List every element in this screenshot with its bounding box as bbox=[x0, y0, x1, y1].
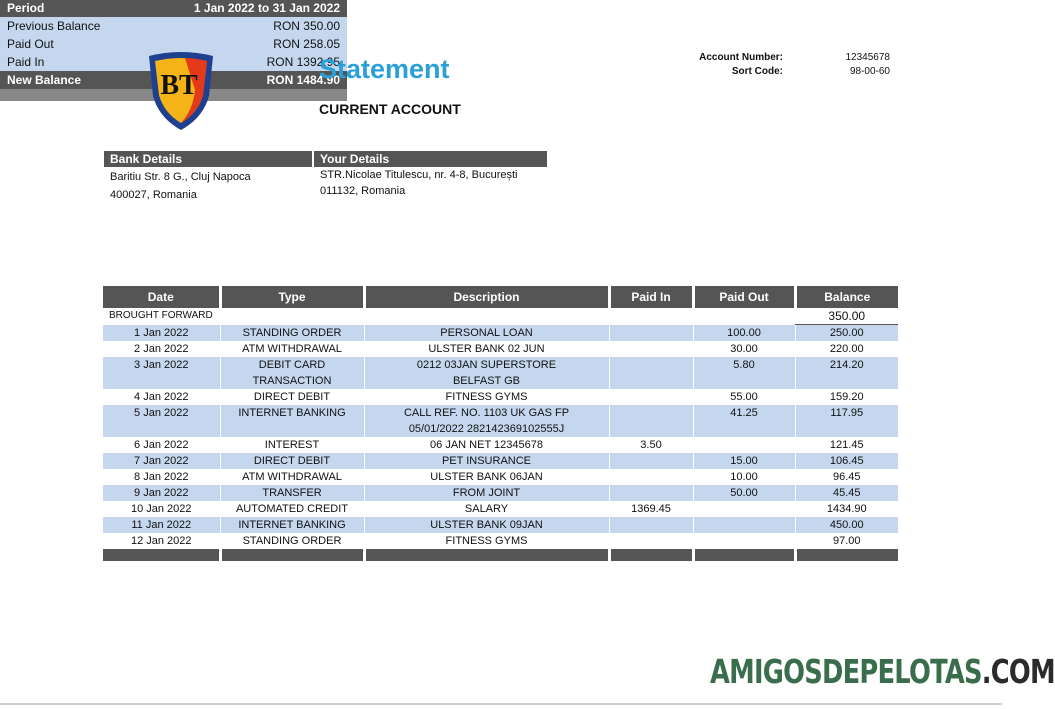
bank-address-line: Baritiu Str. 8 G., Cluj Napoca bbox=[110, 171, 251, 183]
footer-cell bbox=[364, 549, 609, 561]
cell-date: 8 Jan 2022 bbox=[134, 471, 189, 483]
summary-label: Previous Balance bbox=[7, 19, 101, 33]
cell-type bbox=[220, 341, 364, 357]
cell-date: 6 Jan 2022 bbox=[134, 439, 189, 451]
sort-code-label: Sort Code: bbox=[731, 66, 783, 77]
watermark-text bbox=[710, 652, 1055, 691]
table-row bbox=[103, 501, 898, 517]
cell-paid-out: 100.00 bbox=[693, 325, 795, 342]
cell-paid-out: 41.25 bbox=[693, 405, 795, 437]
cell-date: 11 Jan 2022 bbox=[103, 517, 220, 533]
summary-value: RON 350.00 bbox=[273, 19, 340, 33]
cell-paid-out: 50.00 bbox=[693, 485, 795, 501]
cell-date: 2 Jan 2022 bbox=[134, 343, 189, 355]
cell-date: 3 Jan 2022 bbox=[103, 357, 220, 389]
logo-text: BT bbox=[160, 70, 198, 101]
cell-description bbox=[364, 517, 609, 533]
empty-cell bbox=[693, 308, 795, 325]
empty-cell bbox=[609, 308, 693, 325]
empty-cell bbox=[364, 308, 609, 325]
cell-description bbox=[364, 405, 609, 437]
cell-type-line: AUTOMATED CREDIT bbox=[235, 503, 349, 515]
cell-date: 1 Jan 2022 bbox=[103, 325, 220, 342]
cell-type bbox=[220, 469, 364, 485]
table-row bbox=[103, 469, 898, 485]
period-label: Period bbox=[7, 1, 45, 15]
your-details-heading: Your Details bbox=[314, 151, 547, 167]
cell-description-line: ULSTER BANK 06JAN bbox=[430, 471, 543, 483]
cell-balance: 106.45 bbox=[795, 453, 898, 469]
cell-type-line: ATM WITHDRAWAL bbox=[242, 343, 342, 355]
cell-type bbox=[220, 389, 364, 405]
watermark-suffix: .COM bbox=[981, 652, 1055, 691]
cell-type-line: STANDING ORDER bbox=[242, 326, 342, 339]
cell-balance: 117.95 bbox=[795, 405, 898, 437]
cell-paid-in: 1369.45 bbox=[609, 501, 693, 517]
cell-balance: 97.00 bbox=[795, 533, 898, 549]
cell-description-line: ULSTER BANK 09JAN bbox=[430, 519, 543, 531]
footer-cell bbox=[693, 549, 795, 561]
cell-balance: 159.20 bbox=[795, 389, 898, 405]
cell-type bbox=[220, 325, 364, 342]
account-number-label: Account Number: bbox=[699, 52, 783, 63]
new-balance-label: New Balance bbox=[7, 73, 82, 87]
sort-code-value: 98-00-60 bbox=[849, 66, 890, 77]
cell-paid-in bbox=[609, 389, 693, 405]
cell-type-line: ATM WITHDRAWAL bbox=[242, 471, 342, 483]
col-header-paid-in: Paid In bbox=[609, 286, 693, 308]
bank-details-heading: Bank Details bbox=[104, 151, 312, 167]
table-row bbox=[103, 325, 898, 342]
account-type: CURRENT ACCOUNT bbox=[319, 101, 461, 117]
cell-paid-out: 15.00 bbox=[693, 453, 795, 469]
cell-type-line: DEBIT CARD bbox=[258, 359, 326, 371]
cell-description bbox=[364, 485, 609, 501]
table-row bbox=[103, 533, 898, 549]
cell-date: 5 Jan 2022 bbox=[103, 405, 220, 437]
cell-date: 7 Jan 2022 bbox=[103, 453, 220, 469]
cell-paid-out: 30.00 bbox=[693, 341, 795, 357]
cell-balance: 450.00 bbox=[795, 517, 898, 533]
summary-value: RON 1392.95 bbox=[266, 55, 340, 69]
cell-description-line: BELFAST GB bbox=[452, 375, 521, 387]
your-address bbox=[320, 167, 517, 199]
watermark-main: AMIGOSDEPELOTAS bbox=[710, 652, 982, 691]
footer-cell bbox=[103, 549, 220, 561]
brought-forward-label: BROUGHT FORWARD bbox=[103, 308, 364, 325]
cell-balance: 96.45 bbox=[795, 469, 898, 485]
cell-description bbox=[364, 357, 609, 389]
summary-label: Paid Out bbox=[7, 37, 54, 51]
cell-date: 10 Jan 2022 bbox=[130, 503, 192, 515]
period-row bbox=[0, 0, 347, 17]
cell-description-line: 05/01/2022 282142369102555J bbox=[408, 423, 565, 435]
table-row bbox=[103, 485, 898, 501]
cell-type bbox=[220, 533, 364, 549]
cell-description-line: PET INSURANCE bbox=[441, 455, 532, 467]
cell-balance: 45.45 bbox=[795, 485, 898, 501]
footer-cell bbox=[795, 549, 898, 561]
transactions-table bbox=[103, 286, 898, 561]
cell-paid-in bbox=[609, 485, 693, 501]
cell-type bbox=[220, 501, 364, 517]
cell-paid-in bbox=[609, 357, 693, 389]
cell-description bbox=[364, 325, 609, 342]
brought-forward-row bbox=[103, 308, 898, 325]
table-row bbox=[103, 357, 898, 389]
cell-type bbox=[220, 517, 364, 533]
bank-address bbox=[110, 168, 251, 204]
cell-balance: 1434.90 bbox=[795, 501, 898, 517]
cell-description-line: 0212 03JAN SUPERSTORE bbox=[416, 359, 557, 371]
table-row bbox=[103, 437, 898, 453]
cell-description-line: PERSONAL LOAN bbox=[440, 326, 533, 339]
table-row bbox=[103, 341, 898, 357]
col-header-type: Type bbox=[220, 286, 364, 308]
cell-type-line: INTERNET BANKING bbox=[238, 407, 346, 419]
cell-type bbox=[220, 453, 364, 469]
cell-description bbox=[364, 453, 609, 469]
cell-type-line: TRANSACTION bbox=[252, 375, 332, 387]
cell-description-line: FITNESS GYMS bbox=[445, 535, 528, 547]
cell-type bbox=[220, 485, 364, 501]
table-row bbox=[103, 389, 898, 405]
col-header-balance: Balance bbox=[795, 286, 898, 308]
table-footer-bar bbox=[103, 549, 898, 561]
table-row bbox=[103, 405, 898, 437]
cell-paid-in bbox=[609, 341, 693, 357]
account-number-value: 12345678 bbox=[845, 52, 890, 63]
col-header-date: Date bbox=[103, 286, 220, 308]
cell-balance: 121.45 bbox=[795, 437, 898, 453]
cell-type bbox=[220, 357, 364, 389]
cell-date: 9 Jan 2022 bbox=[103, 485, 220, 501]
period-value: 1 Jan 2022 to 31 Jan 2022 bbox=[193, 1, 340, 15]
cell-paid-out bbox=[693, 517, 795, 533]
cell-description-line: SALARY bbox=[464, 503, 509, 515]
cell-description bbox=[364, 341, 609, 357]
cell-paid-out bbox=[693, 501, 795, 517]
cell-description-line: ULSTER BANK 02 JUN bbox=[428, 343, 545, 355]
table-row bbox=[103, 453, 898, 469]
cell-description bbox=[364, 501, 609, 517]
cell-description-line: 06 JAN NET 12345678 bbox=[430, 439, 543, 451]
cell-type bbox=[220, 405, 364, 437]
footer-cell bbox=[609, 549, 693, 561]
cell-description-line: FITNESS GYMS bbox=[445, 391, 528, 403]
cell-type-line: INTEREST bbox=[264, 439, 320, 451]
cell-description bbox=[364, 437, 609, 453]
cell-paid-in bbox=[609, 325, 693, 342]
cell-balance: 214.20 bbox=[795, 357, 898, 389]
cell-paid-out bbox=[693, 437, 795, 453]
cell-type bbox=[220, 437, 364, 453]
cell-type-line: DIRECT DEBIT bbox=[253, 455, 331, 467]
cell-paid-in bbox=[609, 405, 693, 437]
cell-description-line: CALL REF. NO. 1103 UK GAS FP bbox=[403, 407, 570, 419]
cell-balance: 250.00 bbox=[795, 325, 898, 342]
summary-label: Paid In bbox=[7, 55, 45, 69]
cell-description bbox=[364, 389, 609, 405]
bottom-divider bbox=[0, 703, 1002, 705]
cell-balance: 220.00 bbox=[795, 341, 898, 357]
your-address-line: STR.Nicolae Titulescu, nr. 4-8, București bbox=[320, 169, 518, 181]
summary-value: RON 258.05 bbox=[273, 37, 340, 51]
cell-type-line: DIRECT DEBIT bbox=[253, 391, 331, 403]
cell-type-line: TRANSFER bbox=[262, 487, 322, 499]
cell-paid-in bbox=[609, 533, 693, 549]
cell-paid-out: 10.00 bbox=[693, 469, 795, 485]
cell-type-line: STANDING ORDER bbox=[242, 535, 342, 547]
bt-logo bbox=[145, 50, 217, 132]
your-address-line: 011132, Romania bbox=[320, 185, 406, 197]
cell-date: 12 Jan 2022 bbox=[130, 535, 192, 547]
table-row bbox=[103, 517, 898, 533]
col-header-paid-out: Paid Out bbox=[693, 286, 795, 308]
summary-row bbox=[0, 17, 347, 35]
cell-paid-in bbox=[609, 517, 693, 533]
cell-paid-out: 55.00 bbox=[693, 389, 795, 405]
cell-paid-out: 5.80 bbox=[693, 357, 795, 389]
cell-paid-in bbox=[609, 469, 693, 485]
cell-date: 4 Jan 2022 bbox=[134, 391, 189, 403]
cell-description bbox=[364, 469, 609, 485]
cell-paid-in: 3.50 bbox=[609, 437, 693, 453]
cell-paid-out bbox=[693, 533, 795, 549]
cell-type-line: INTERNET BANKING bbox=[238, 519, 346, 531]
bank-address-line: 400027, Romania bbox=[110, 189, 197, 201]
cell-description-line: FROM JOINT bbox=[452, 487, 521, 499]
new-balance-value: RON 1484.90 bbox=[266, 73, 340, 87]
col-header-description: Description bbox=[364, 286, 609, 308]
brought-forward-balance: 350.00 bbox=[795, 308, 898, 325]
table-header-row bbox=[103, 286, 898, 308]
statement-title: Statement bbox=[319, 54, 450, 84]
cell-paid-in bbox=[609, 453, 693, 469]
cell-description bbox=[364, 533, 609, 549]
footer-cell bbox=[220, 549, 364, 561]
